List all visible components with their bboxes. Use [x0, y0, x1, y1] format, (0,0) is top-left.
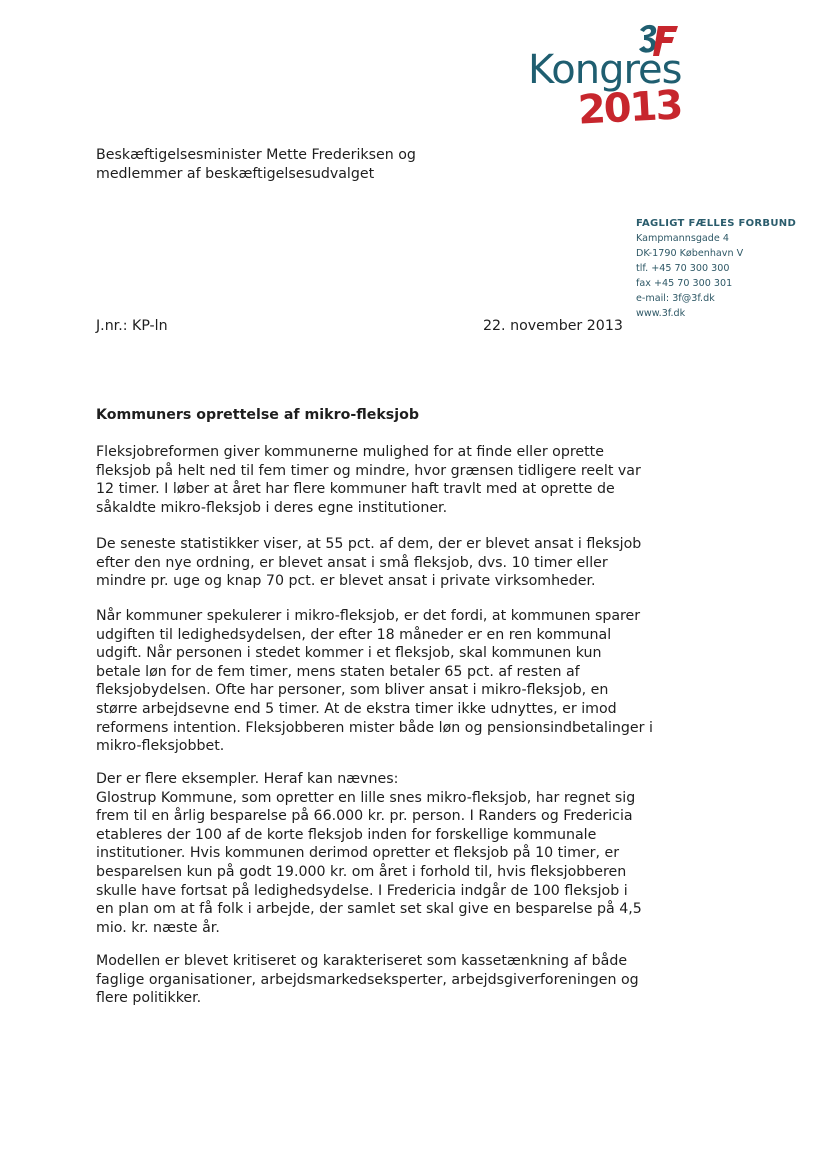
text-line: såkaldte mikro-fleksjob i deres egne institutioner.: [96, 499, 448, 516]
paragraph-5: [96, 952, 639, 1008]
paragraph-3: [96, 607, 653, 756]
sender-street: Kampmannsgade 4: [636, 233, 729, 244]
recipient-line: medlemmer af beskæftigelsesudvalget: [96, 166, 375, 182]
text-line: etableres der 100 af de korte fleksjob inden for forskellige kommunale: [96, 826, 597, 843]
recipient-block: [96, 146, 416, 184]
text-line: 12 timer. I løber at året har flere kommuner haft travlt med at oprette de: [96, 481, 615, 498]
text-line: fleksjob på helt ned til fem timer og mindre, hvor grænsen tidligere reelt var: [96, 462, 641, 479]
paragraph-4: [96, 770, 642, 937]
text-line: Glostrup Kommune, som opretter en lille snes mikro-fleksjob, har regnet sig: [96, 789, 636, 806]
text-line: Når kommuner spekulerer i mikro-fleksjob, er det fordi, at kommunen sparer: [96, 608, 641, 624]
text-line: skulle have fortsat på ledighedsydelse. I Fredericia indgår de 100 fleksjob i: [96, 882, 628, 899]
paragraph-1: [96, 443, 641, 517]
text-line: Der er flere eksempler. Heraf kan nævnes:: [96, 771, 399, 787]
sender-phone: tlf. +45 70 300 300: [636, 263, 730, 274]
text-line: efter den nye ordning, er blevet ansat i små fleksjob, dvs. 10 timer eller: [96, 554, 608, 571]
text-line: mindre pr. uge og knap 70 pct. er blevet ansat i private virksomheder.: [96, 573, 596, 590]
text-line: udgiften til ledighedsydelsen, der efter 18 måneder er en ren kommunal: [96, 626, 612, 643]
text-line: udgift. Når personen i stedet kommer i et fleksjob, skal kommunen kun: [96, 645, 602, 662]
text-line: en plan om at få folk i arbejde, der samlet set skal give en besparelse på 4,5: [96, 901, 642, 918]
text-line: større arbejdsevne end 5 timer. At de ekstra timer ikke udnyttes, er imod: [96, 700, 617, 717]
logo-year: 2013: [576, 82, 683, 134]
text-line: betale løn for de fem timer, mens staten betaler 65 pct. af resten af: [96, 663, 580, 680]
text-line: besparelsen kun på godt 19.000 kr. om året i forhold til, hvis fleksjobberen: [96, 863, 627, 880]
text-line: faglige organisationer, arbejdsmarkedseksperter, arbejdsgiverforeningen og: [96, 971, 639, 988]
text-line: Modellen er blevet kritiseret og karakteriseret som kassetænkning af både: [96, 953, 628, 969]
kongres-2013-logo: [528, 22, 698, 132]
recipient-line: Beskæftigelsesminister Mette Frederiksen og: [96, 147, 416, 163]
text-line: mio. kr. næste år.: [96, 919, 220, 936]
sender-website[interactable]: www.3f.dk: [636, 308, 686, 319]
sender-city: DK-1790 København V: [636, 248, 744, 259]
text-line: institutioner. Hvis kommunen derimod opretter et fleksjob på 10 timer, er: [96, 845, 620, 862]
text-line: mikro-fleksjobbet.: [96, 738, 225, 755]
sender-org: FAGLIGT FÆLLES FORBUND: [636, 218, 797, 229]
sender-address: [636, 216, 796, 321]
sender-fax: fax +45 70 300 301: [636, 278, 733, 289]
text-line: De seneste statistikker viser, at 55 pct. af dem, der er blevet ansat i fleksjob: [96, 536, 642, 552]
text-line: Fleksjobreformen giver kommunerne mulighed for at finde eller oprette: [96, 444, 604, 460]
letter-date: 22. november 2013: [483, 318, 623, 334]
logo-word: Kongres: [528, 47, 682, 93]
text-line: flere politikker.: [96, 990, 202, 1007]
text-line: frem til en årlig besparelse på 66.000 kr. pr. person. I Randers og Fredericia: [96, 808, 633, 825]
sender-email[interactable]: e-mail: 3f@3f.dk: [636, 293, 715, 304]
journal-number: J.nr.: KP-ln: [96, 318, 168, 334]
letter-subject: Kommuners oprettelse af mikro-fleksjob: [96, 407, 420, 423]
text-line: fleksjobydelsen. Ofte har personer, som bliver ansat i mikro-fleksjob, en: [96, 682, 609, 699]
paragraph-2: [96, 535, 641, 591]
text-line: reformens intention. Fleksjobberen mister både løn og pensionsindbetalinger i: [96, 719, 653, 736]
